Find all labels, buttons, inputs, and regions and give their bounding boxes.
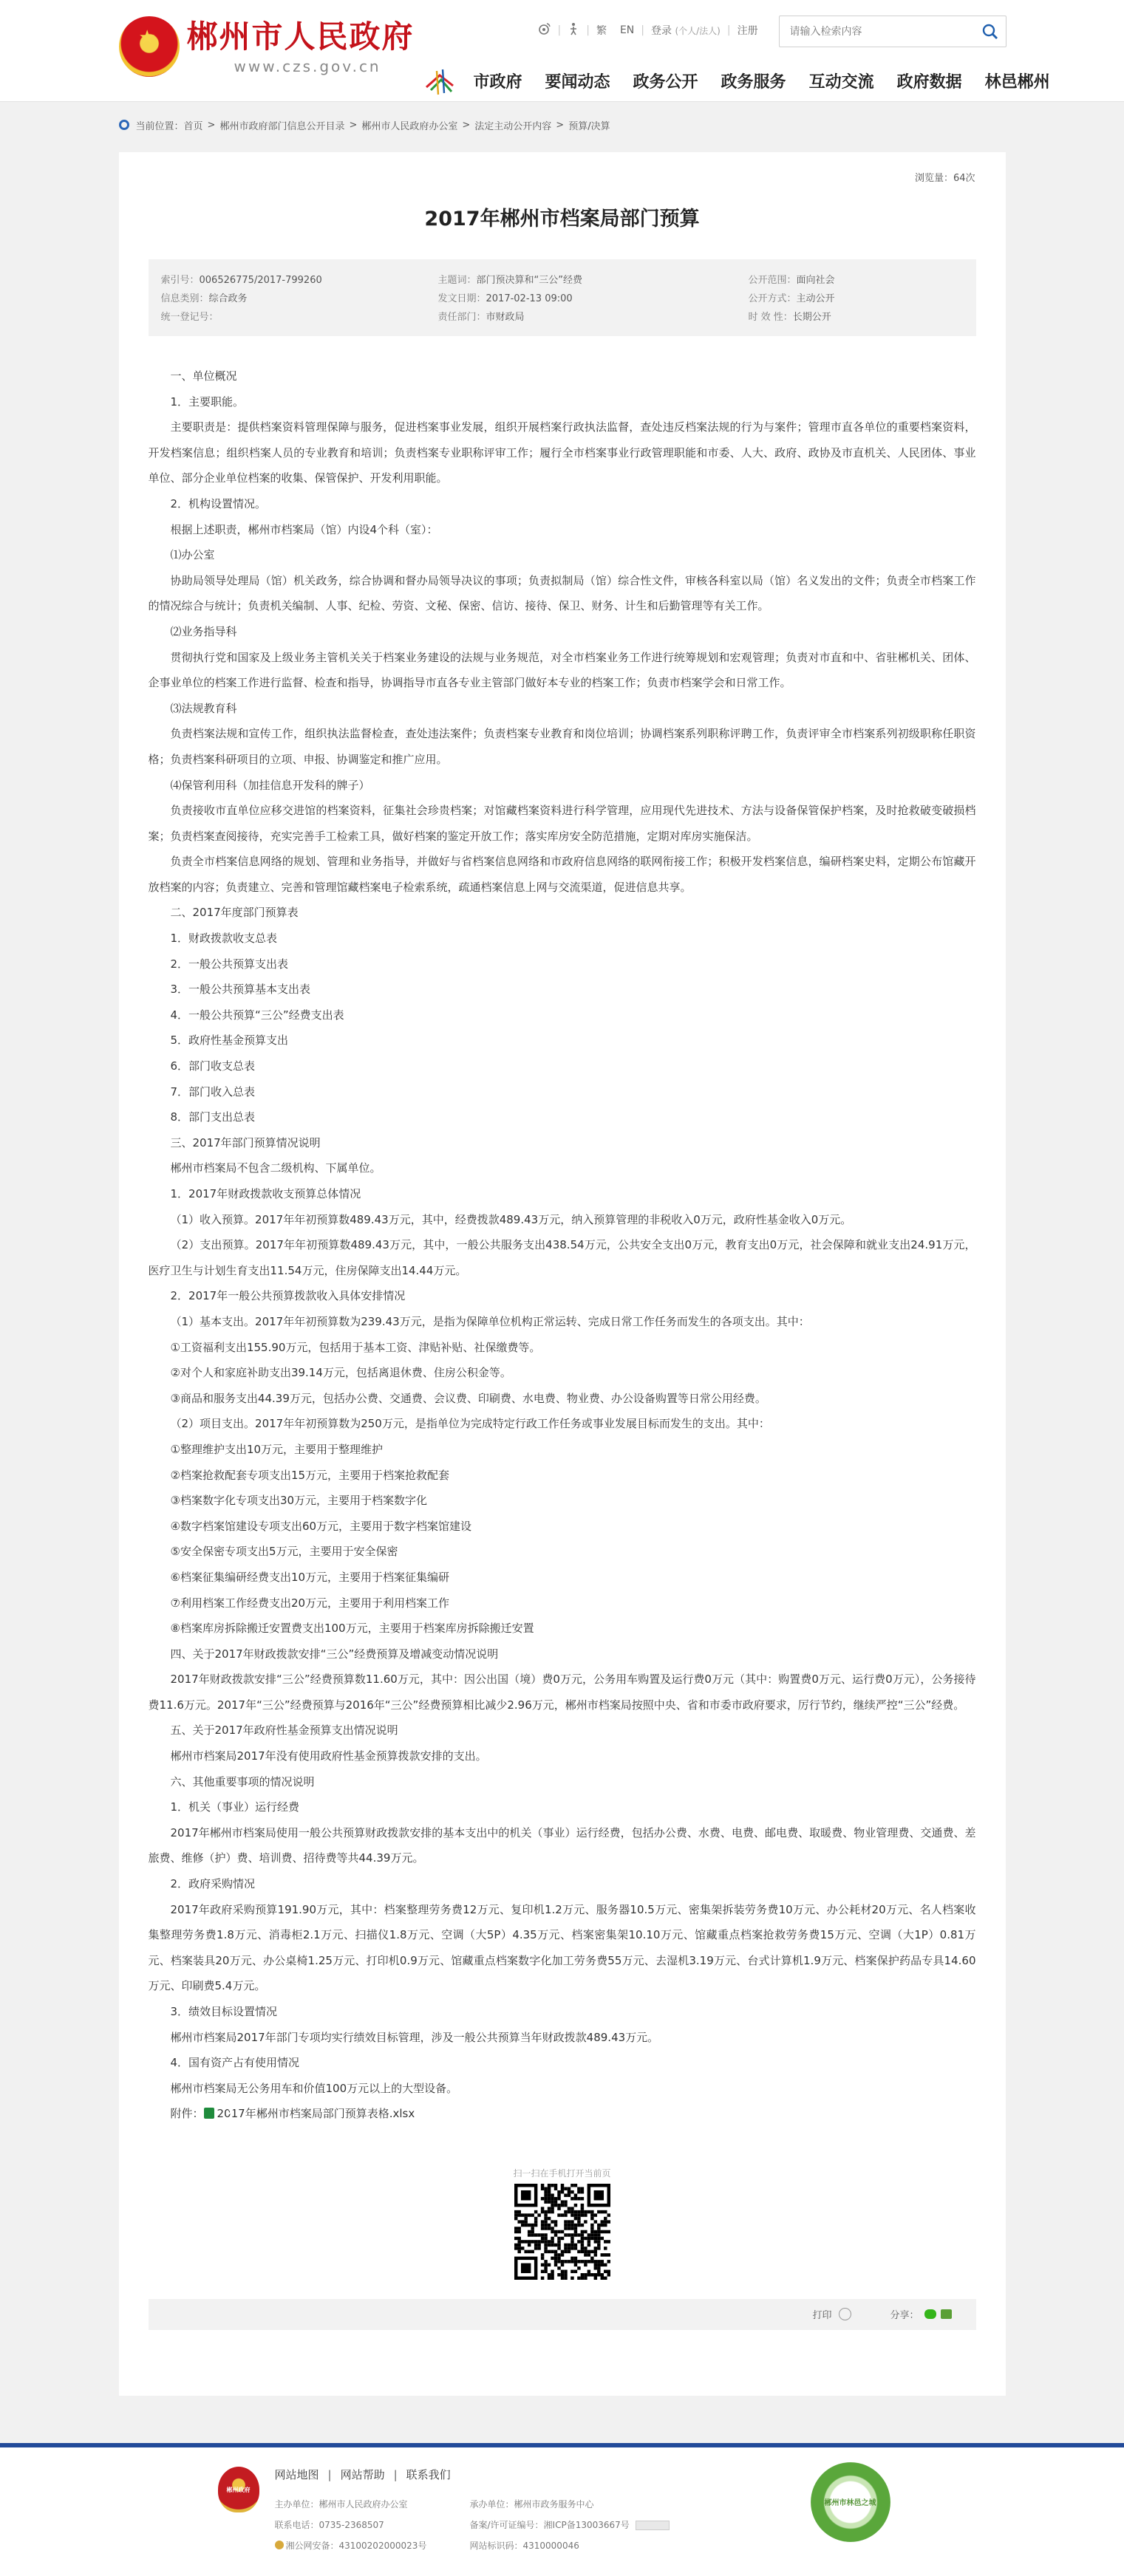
article-paragraph: ②档案抢救配套专项支出15万元，主要用于档案抢救配套 bbox=[170, 1468, 450, 1482]
attachment-label: 附件： bbox=[170, 2107, 204, 2121]
login-hint: (个人/法人) bbox=[675, 26, 721, 36]
search-button[interactable] bbox=[975, 17, 1006, 47]
article-paragraph: 负责档案法规和宣传工作，组织执法监督检查，查处违法案件；负责档案专业教育和岗位培训；协调档案系列职称评聘工作，负责评审全市档案系列初级职称任职资格；负责档案科研项目的立项、申报、协调鉴定和推广应用。 bbox=[148, 727, 976, 766]
article-paragraph: 7．部门收入总表 bbox=[170, 1084, 256, 1099]
cnmc-badge-icon[interactable] bbox=[636, 2521, 670, 2530]
scope-label: 公开范围： bbox=[748, 275, 797, 286]
nav-item-gov-data[interactable]: 政府数据 bbox=[896, 72, 962, 92]
article-paragraph: 一、单位概况 bbox=[170, 369, 237, 383]
article-paragraph: 2．机构设置情况。 bbox=[170, 496, 267, 510]
breadcrumb-catalog[interactable]: 郴州市政府部门信息公开目录 bbox=[219, 120, 345, 132]
site-logo[interactable] bbox=[119, 16, 415, 77]
article-paragraph: ⑴办公室 bbox=[170, 548, 215, 562]
article-container bbox=[119, 152, 1006, 2396]
article-paragraph: 5．政府性基金预算支出 bbox=[170, 1034, 289, 1048]
article-paragraph: 六、其他重要事项的情况说明 bbox=[170, 1774, 315, 1788]
scope: 面向社会 bbox=[796, 275, 835, 286]
breadcrumb: 当前位置： 首页 > 郴州市政府部门信息公开目录 > 郴州市人民政府办公室 > 法定主动公开内容 > 预算/决算 bbox=[119, 117, 1006, 133]
article-paragraph: 3．绩效目标设置情况 bbox=[170, 2005, 278, 2018]
article-paragraph: ①整理维护支出10万元，主要用于整理维护 bbox=[170, 1442, 384, 1456]
article-paragraph: （1）基本支出。2017年年初预算数为239.43万元，是指为保障单位机构正常运转、完成日常工作任务而发生的各项支出。其中： bbox=[170, 1314, 810, 1328]
topic: 部门预决算和“三公”经费 bbox=[476, 275, 582, 286]
weibo-icon[interactable] bbox=[538, 22, 551, 38]
top-links: | | 繁 EN | 登录 (个人/法人) | 注册 bbox=[531, 19, 765, 41]
nav-item-city-government[interactable]: 市政府 bbox=[473, 72, 522, 92]
disclosure-method: 主动公开 bbox=[796, 293, 835, 304]
article-metadata bbox=[149, 259, 976, 336]
qr-code-icon bbox=[514, 2184, 610, 2280]
footer-organizer: 承办单位：郴州市政务服务中心 bbox=[469, 2499, 594, 2510]
footer-link-help[interactable]: 网站帮助 bbox=[340, 2468, 385, 2481]
location-icon bbox=[119, 120, 129, 130]
national-emblem-icon bbox=[119, 16, 180, 77]
site-search bbox=[779, 16, 1007, 47]
article-paragraph: ⑥档案征集编研经费支出10万元，主要用于档案征集编研 bbox=[170, 1570, 450, 1584]
footer-info bbox=[275, 2494, 670, 2556]
article-paragraph: 负责全市档案信息网络的规划、管理和业务指导，并做好与省档案信息网络和市政府信息网络的联网衔接工作；积极开发档案信息，编研档案史料，定期公布馆藏开放档案的内容；负责建立、完善和管理馆藏档案电子检索系统，疏通档案信息上网与交流渠道，促进信息共享。 bbox=[148, 855, 976, 894]
print-label: 打印 bbox=[812, 2310, 832, 2322]
article-paragraph: 郴州市档案局2017年部门专项均实行绩效目标管理，涉及一般公共预算当年财政拨款489.43万元。 bbox=[170, 2030, 659, 2044]
article-paragraph: 4．国有资产占有使用情况 bbox=[170, 2056, 300, 2070]
footer-police-record[interactable]: 湘公网安备：43100202000023号 bbox=[285, 2541, 427, 2551]
footer-sponsor: 主办单位：郴州市人民政府办公室 bbox=[274, 2499, 408, 2510]
article-paragraph: 2．2017年一般公共预算拨款收入具体安排情况 bbox=[170, 1289, 406, 1303]
search-input[interactable] bbox=[780, 17, 975, 47]
footer-phone: 联系电话：0735-2368507 bbox=[274, 2520, 384, 2530]
site-footer bbox=[0, 2443, 1124, 2576]
breadcrumb-label: 当前位置： bbox=[135, 120, 184, 132]
article-paragraph: 郴州市档案局2017年没有使用政府性基金预算拨款安排的支出。 bbox=[170, 1749, 487, 1763]
index-no-label: 索引号： bbox=[160, 275, 200, 286]
footer-link-contact[interactable]: 联系我们 bbox=[406, 2468, 451, 2481]
main-nav bbox=[423, 64, 1050, 98]
attachment-row bbox=[149, 2101, 976, 2127]
footer-emblem-label: 郴州政府 bbox=[226, 2487, 251, 2493]
article-paragraph: ②对个人和家庭补助支出39.14万元，包括离退休费、住房公积金等。 bbox=[170, 1366, 511, 1380]
city-badge-label: 郴州市林邑之城 bbox=[824, 2499, 876, 2507]
article-body bbox=[149, 336, 976, 2101]
article-paragraph: 4．一般公共预算“三公”经费支出表 bbox=[170, 1008, 344, 1022]
qzone-share-icon[interactable] bbox=[941, 2309, 952, 2319]
breadcrumb-budget[interactable]: 预算/决算 bbox=[568, 120, 610, 132]
print-icon bbox=[839, 2308, 851, 2320]
date-label: 发文日期： bbox=[437, 293, 486, 304]
article-paragraph: 1．财政拨款收支总表 bbox=[170, 932, 278, 946]
category-label: 信息类别： bbox=[160, 293, 209, 304]
article-paragraph: 负责接收市直单位应移交进馆的档案资料，征集社会珍贵档案；对馆藏档案资料进行科学管理，应用现代先进技术、方法与设备保管保护档案，及时抢救破变破损档案；负责档案查阅接待，充实完善手工检索工具，做好档案的鉴定开放工作；落实库房安全防范措施，定期对库房实施保洁。 bbox=[148, 804, 976, 843]
article-paragraph: 2017年财政拨款安排“三公”经费预算数11.60万元，其中：因公出国（境）费0万元，公务用车购置及运行费0万元（其中：购置费0万元、运行费0万元），公务接待费11.6万元。2017年“三公”经费预算与2016年“三公”经费预算相比减少2.96万元，郴州市档案局按照中央、省和市委市政府要求，厉行节约，继续严控“三公”经费。 bbox=[148, 1673, 976, 1712]
article-paragraph: 三、2017年部门预算情况说明 bbox=[170, 1135, 321, 1149]
article-paragraph: ⑵业务指导科 bbox=[170, 624, 237, 638]
attachment-link[interactable]: 2017年郴州市档案局部门预算表格.xlsx bbox=[217, 2107, 415, 2121]
article-paragraph: ①工资福利支出155.90万元，包括用于基本工资、津贴补贴、社保缴费等。 bbox=[170, 1340, 541, 1354]
dept-label: 责任部门： bbox=[437, 312, 486, 323]
article-paragraph: 主要职责是：提供档案资料管理保障与服务，促进档案事业发展，组织开展档案行政执法监督，查处违反档案法规的行为与案件；管理市直各单位的重要档案资料，开发档案信息；组织档案人员的专业教育和培训；负责档案专业职称评审工作；履行全市档案事业行政管理职能和市委、人大、政府、政协及市直机关、人民团体、事业单位、部分企业单位档案的收集、保管保护、开发利用职能。 bbox=[148, 420, 976, 485]
article-paragraph: （2）支出预算。2017年年初预算数489.43万元，其中，一般公共服务支出438.54万元，公共安全支出0万元，教育支出0万元，社会保障和就业支出24.91万元，医疗卫生与计划生育支出11.54万元，住房保障支出14.44万元。 bbox=[148, 1238, 976, 1277]
article-paragraph: 2017年政府采购预算191.90万元，其中：档案整理劳务费12万元、复印机1.2万元、服务器10.5万元、密集架拆装劳务费10万元、办公耗材20万元、名人档案收集整理劳务费1.8万元、消毒柜2.1万元、扫描仪1.8万元、空调（大5P）4.35万元、档案密集架10.10万元、馆藏重点档案抢救劳务费15万元、空调（大1P）0.81万元、档案装具20万元、办公桌椅1.25万元、打印机0.9万元、馆藏重点档案数字化加工劳务费55万元、去湿机3.19万元、台式计算机1.9万元、档案保护药品专具14.60万元、印刷费5.4万元。 bbox=[148, 1902, 976, 1993]
article-paragraph: ④数字档案馆建设专项支出60万元，主要用于数字档案馆建设 bbox=[170, 1519, 472, 1533]
article-paragraph: 五、关于2017年政府性基金预算支出情况说明 bbox=[170, 1723, 398, 1738]
wechat-share-icon[interactable] bbox=[924, 2309, 936, 2319]
article-paragraph: 根据上述职责，郴州市档案局（馆）内设4个科（室）： bbox=[170, 522, 438, 536]
article-paragraph: ⑧档案库房拆除搬迁安置费支出100万元，主要用于档案库房拆除搬迁安置 bbox=[170, 1622, 534, 1636]
share-label: 分享： bbox=[890, 2310, 919, 2322]
nav-item-linyi-chenzhou[interactable]: 林邑郴州 bbox=[984, 72, 1050, 92]
breadcrumb-statutory[interactable]: 法定主动公开内容 bbox=[474, 120, 552, 132]
article-paragraph: 二、2017年度部门预算表 bbox=[170, 906, 299, 920]
article-paragraph: 四、关于2017年财政拨款安排“三公”经费预算及增减变动情况说明 bbox=[170, 1647, 499, 1661]
article-paragraph: ③档案数字化专项支出30万元，主要用于档案数字化 bbox=[170, 1494, 428, 1508]
view-count: 浏览量：64次 bbox=[914, 173, 975, 184]
site-domain: www.czs.gov.cn bbox=[234, 58, 381, 75]
site-name: 郴州市人民政府 bbox=[186, 18, 415, 55]
english-link[interactable]: EN bbox=[619, 24, 635, 36]
excel-file-icon bbox=[204, 2108, 214, 2119]
breadcrumb-home[interactable]: 首页 bbox=[183, 120, 203, 132]
register-link[interactable]: 注册 bbox=[737, 25, 758, 37]
article-paragraph: 8．部门支出总表 bbox=[170, 1110, 256, 1124]
article-paragraph: 2017年郴州市档案局使用一般公共预算财政拨款安排的基本支出中的机关（事业）运行经费，包括办公费、水费、电费、邮电费、取暖费、物业管理费、交通费、差旅费、维修（护）费、培训费、招待费等共44.39万元。 bbox=[148, 1825, 976, 1865]
search-icon bbox=[981, 23, 999, 41]
index-no: 006526775/2017-799260 bbox=[199, 275, 322, 286]
article-paragraph: 2．一般公共预算支出表 bbox=[170, 957, 289, 971]
footer-icp[interactable]: 备案/许可证编号：湘ICP备13003667号 bbox=[469, 2520, 630, 2530]
qr-caption: 扫一扫在手机打开当前页 bbox=[513, 2167, 611, 2179]
breadcrumb-office[interactable]: 郴州市人民政府办公室 bbox=[361, 120, 458, 132]
article-paragraph: （2）项目支出。2017年年初预算数为250万元，是指单位为完成特定行政工作任务或事业发展目标而发生的支出。其中： bbox=[170, 1417, 770, 1431]
article-paragraph: 6．部门收支总表 bbox=[170, 1059, 256, 1073]
topic-label: 主题词： bbox=[437, 275, 477, 286]
article-paragraph: 协助局领导处理局（馆）机关政务，综合协调和督办局领导决议的事项；负责拟制局（馆）综合性文件，审核各科室以局（馆）名义发出的文件；负责全市档案工作的情况综合与统计；负责机关编制、人事、纪检、劳资、文秘、保密、信访、接待、保卫、财务、计生和后勤管理等有关工作。 bbox=[148, 573, 976, 613]
print-button[interactable] bbox=[812, 2307, 851, 2321]
category: 综合政务 bbox=[208, 293, 248, 304]
login-label: 登录 bbox=[650, 25, 672, 37]
footer-link-sitemap[interactable]: 网站地图 bbox=[274, 2468, 319, 2481]
nav-item-news[interactable]: 要闻动态 bbox=[545, 72, 610, 92]
article-paragraph: （1）收入预算。2017年年初预算数489.43万元，其中，经费拨款489.43万元，纳入预算管理的非税收入0万元，政府性基金收入0万元。 bbox=[170, 1212, 852, 1226]
login-link[interactable] bbox=[651, 23, 721, 38]
share-group bbox=[890, 2307, 951, 2321]
nav-item-gov-affairs-disclosure[interactable]: 政务公开 bbox=[633, 72, 698, 92]
site-header bbox=[0, 0, 1124, 102]
article-paragraph: 郴州市档案局不包含二级机构、下属单位。 bbox=[170, 1161, 381, 1175]
article-paragraph: 贯彻执行党和国家及上级业务主管机关关于档案业务建设的法规与业务规范，对全市档案业务工作进行统筹规划和宏观管理；负责对市直和中、省驻郴机关、团体、企事业单位的档案工作进行监督、检查和指导，协调指导市直各专业主管部门做好本专业的档案工作；负责市档案学会和日常工作。 bbox=[148, 650, 976, 690]
article-paragraph: ⑦利用档案工作经费支出20万元，主要用于利用档案工作 bbox=[170, 1596, 450, 1610]
code-label: 统一登记号： bbox=[160, 312, 219, 323]
footer-site-code: 网站标识码：4310000046 bbox=[469, 2541, 579, 2551]
nav-item-interaction[interactable]: 互动交流 bbox=[808, 72, 874, 92]
nav-item-gov-services[interactable]: 政务服务 bbox=[721, 72, 786, 92]
validity: 长期公开 bbox=[792, 312, 831, 323]
article-paragraph: ⑤安全保密专项支出5万元，主要用于安全保密 bbox=[170, 1545, 398, 1559]
nav-decoration-icon bbox=[423, 65, 457, 96]
publish-date: 2017-02-13 09:00 bbox=[486, 293, 573, 304]
qr-section bbox=[149, 2167, 976, 2283]
page-title: 2017年郴州市档案局部门预算 bbox=[424, 208, 700, 230]
article-paragraph: 2．政府采购情况 bbox=[170, 1877, 256, 1891]
traditional-chinese-link[interactable]: 繁 bbox=[596, 25, 607, 37]
action-bar bbox=[149, 2299, 976, 2330]
responsible-dept: 市财政局 bbox=[486, 312, 525, 323]
validity-label: 时 效 性： bbox=[748, 312, 793, 323]
article-paragraph: 郴州市档案局无公务用车和价值100万元以上的大型设备。 bbox=[170, 2081, 458, 2095]
accessibility-icon[interactable] bbox=[568, 22, 579, 38]
article-paragraph: 1．主要职能。 bbox=[170, 394, 245, 409]
footer-links: 网站地图 | 网站帮助 | 联系我们 bbox=[274, 2467, 451, 2481]
article-paragraph: ⑶法规教育科 bbox=[170, 701, 237, 715]
article-paragraph: 3．一般公共预算基本支出表 bbox=[170, 983, 311, 997]
article-paragraph: ③商品和服务支出44.39万元，包括办公费、交通费、会议费、印刷费、水电费、物业费、办公设备购置等日常公用经费。 bbox=[170, 1391, 766, 1405]
method-label: 公开方式： bbox=[748, 293, 797, 304]
article-paragraph: 1．2017年财政拨款收支预算总体情况 bbox=[170, 1187, 361, 1200]
article-paragraph: 1．机关（事业）运行经费 bbox=[170, 1800, 300, 1814]
article-paragraph: ⑷保管利用科（加挂信息开发科的牌子） bbox=[170, 778, 370, 792]
